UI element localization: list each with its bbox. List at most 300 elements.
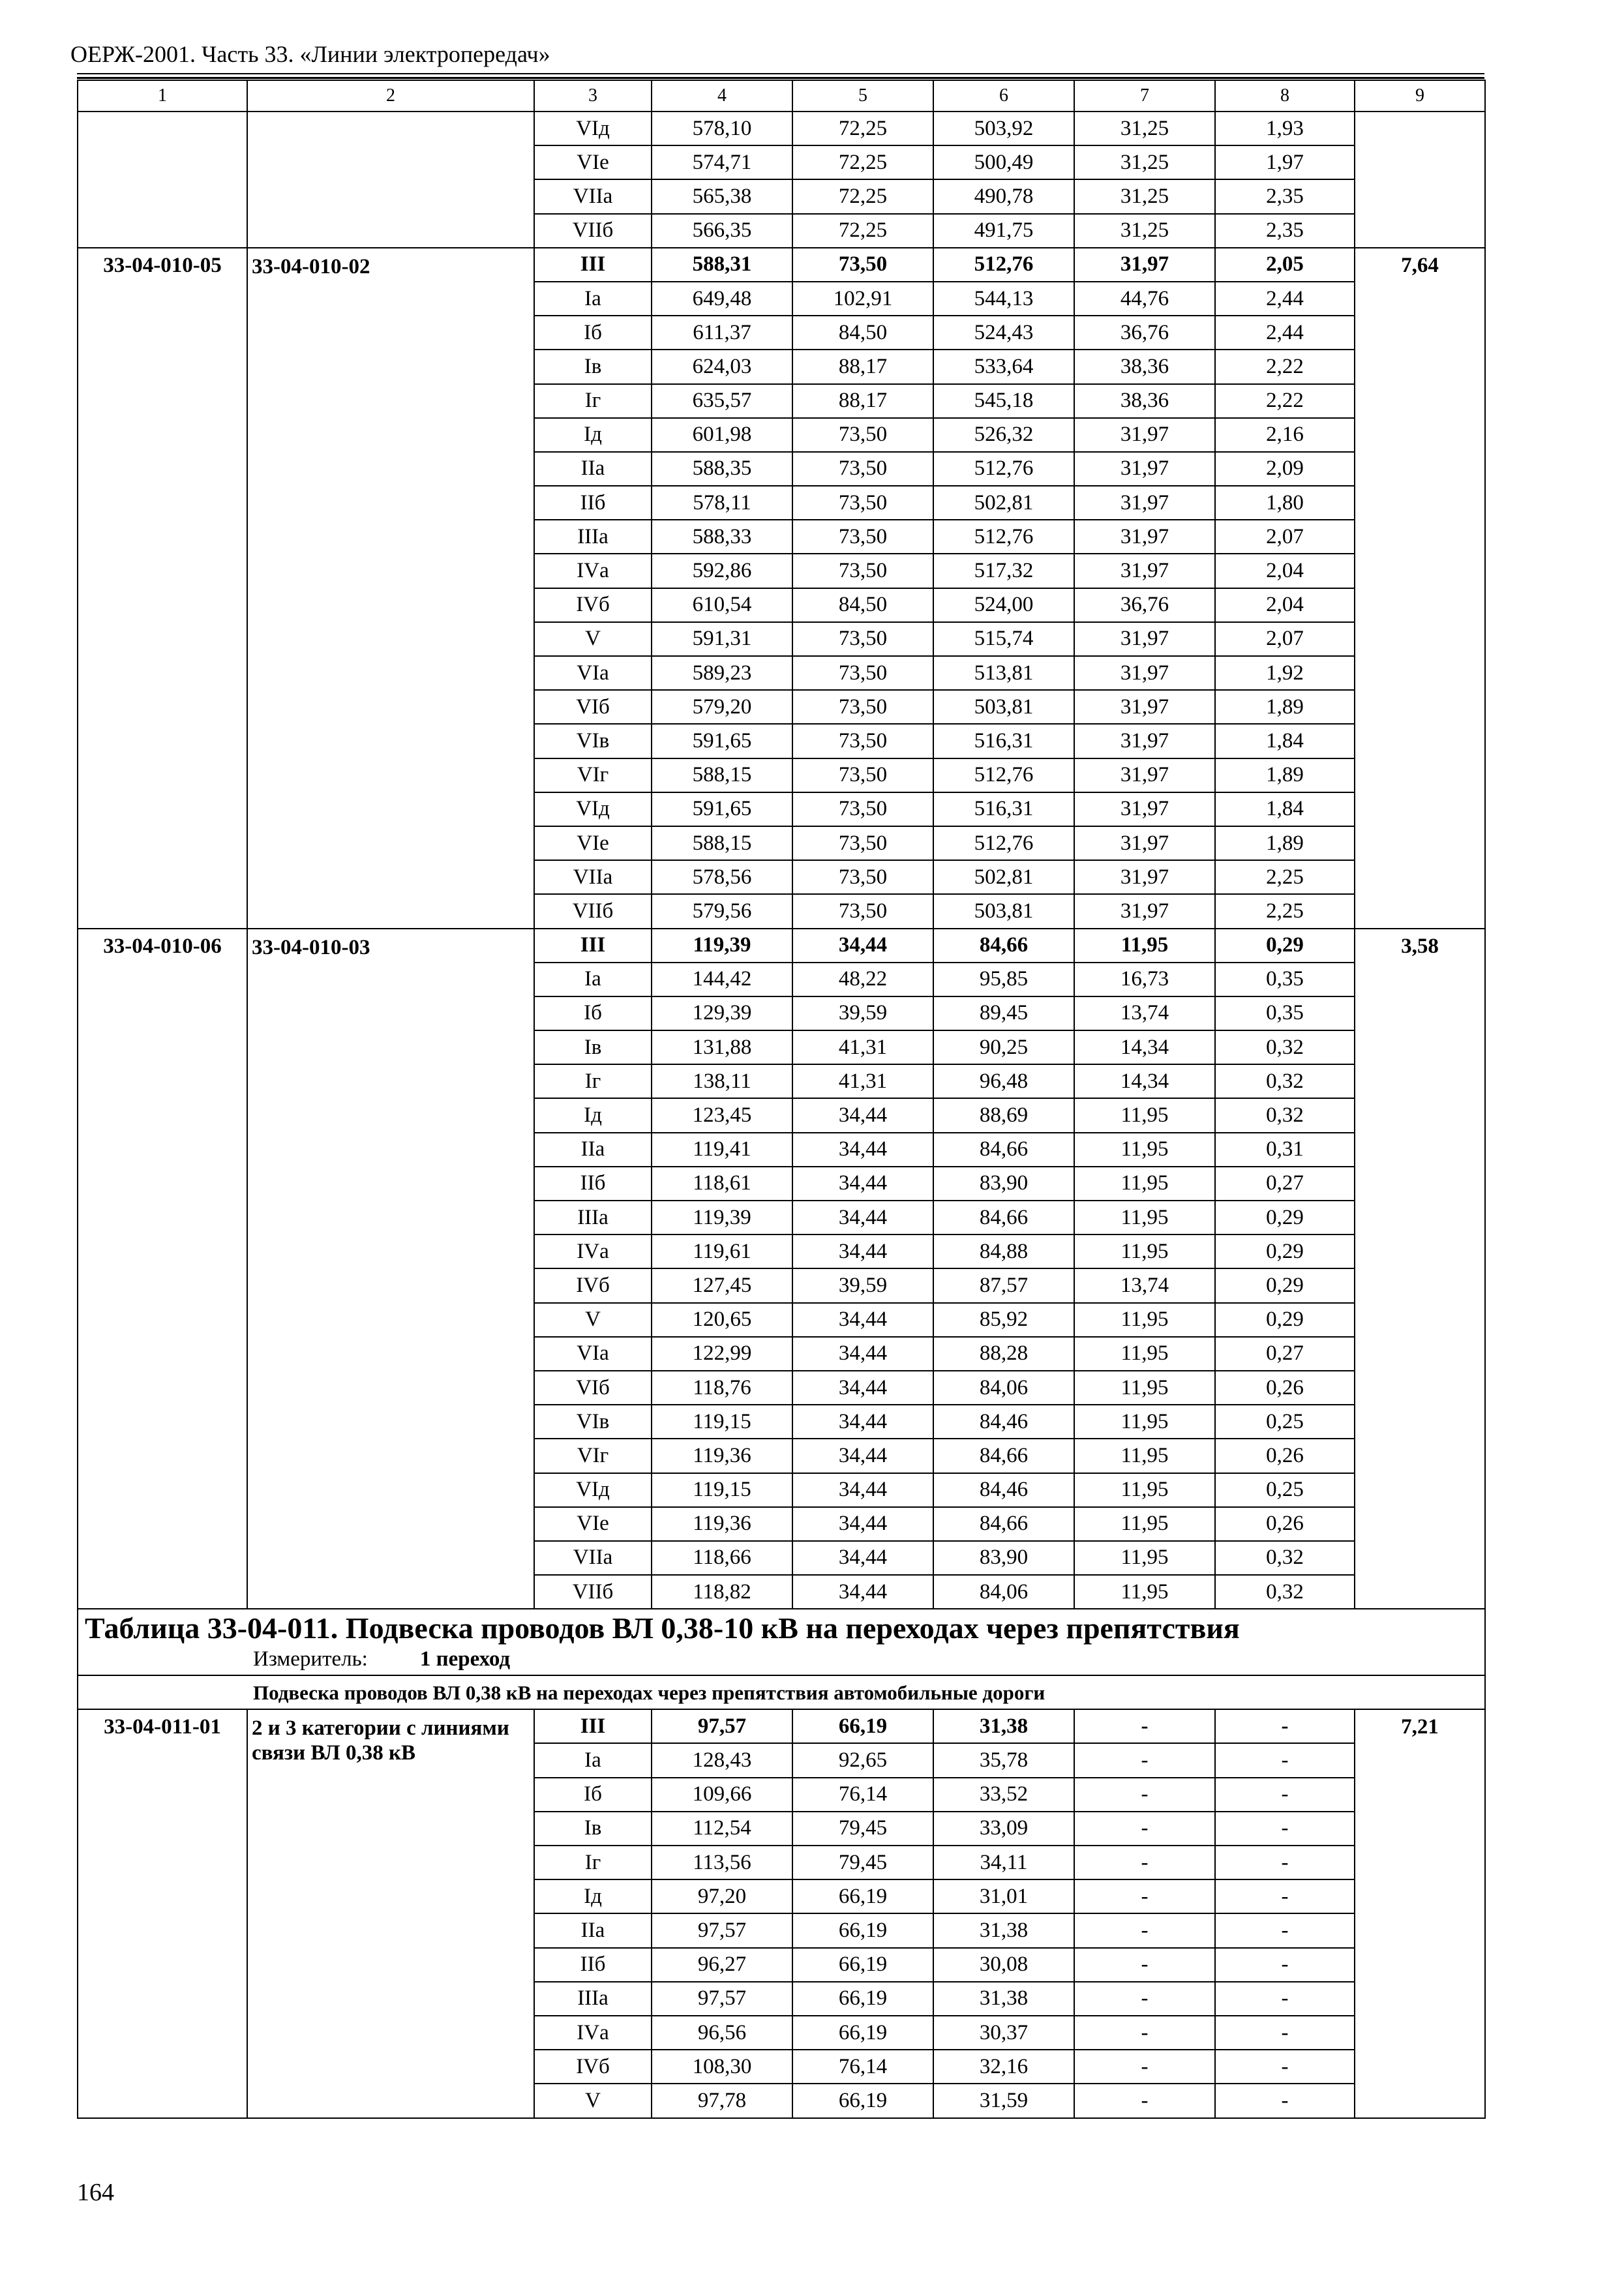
value-cell: 84,06 [933, 1575, 1074, 1609]
zone-cell: VIIб [534, 214, 652, 248]
zone-cell: VIIа [534, 860, 652, 894]
section-title: Таблица 33-04-011. Подвеска проводов ВЛ 0,38-10 кВ на переходах через препятствия [85, 1611, 1240, 1645]
value-cell: 73,50 [792, 486, 933, 520]
column-number: 1 [78, 80, 247, 112]
value-cell: 1,84 [1215, 792, 1355, 826]
value-cell: 503,81 [933, 690, 1074, 724]
column-number: 7 [1074, 80, 1215, 112]
value-cell: 88,17 [792, 384, 933, 418]
value-cell: 526,32 [933, 418, 1074, 452]
value-cell: 72,25 [792, 112, 933, 145]
value-cell: 118,61 [652, 1167, 792, 1201]
value-cell: 31,25 [1074, 145, 1215, 179]
value-cell: 591,31 [652, 622, 792, 656]
value-cell: 84,50 [792, 588, 933, 622]
value-cell: 127,45 [652, 1268, 792, 1302]
value-cell: 0,29 [1215, 929, 1355, 963]
value-cell: 84,66 [933, 1133, 1074, 1167]
value-cell: 2,25 [1215, 860, 1355, 894]
value-cell: 1,89 [1215, 826, 1355, 860]
value-cell: 512,76 [933, 758, 1074, 792]
column-number-row [78, 80, 1485, 112]
value-cell: 2,25 [1215, 894, 1355, 928]
value-cell: 39,59 [792, 996, 933, 1030]
value-cell: 31,97 [1074, 792, 1215, 826]
value-cell: - [1074, 1846, 1215, 1879]
zone-cell: VIIб [534, 1575, 652, 1609]
value-cell: 112,54 [652, 1812, 792, 1846]
value-cell: 97,78 [652, 2084, 792, 2117]
value-cell: 11,95 [1074, 1133, 1215, 1167]
total-value [1355, 112, 1485, 248]
value-cell: 119,36 [652, 1507, 792, 1541]
value-cell: 34,44 [792, 1575, 933, 1609]
zone-cell: IIа [534, 1133, 652, 1167]
value-cell: 31,97 [1074, 894, 1215, 928]
value-cell: 31,97 [1074, 656, 1215, 690]
value-cell: 11,95 [1074, 1473, 1215, 1507]
value-cell: 649,48 [652, 282, 792, 316]
value-cell: 38,36 [1074, 350, 1215, 383]
value-cell: 611,37 [652, 316, 792, 350]
zone-cell: VIб [534, 690, 652, 724]
value-cell: 491,75 [933, 214, 1074, 248]
value-cell: 84,66 [933, 1507, 1074, 1541]
value-cell: 76,14 [792, 1778, 933, 1812]
subsection-title: Подвеска проводов ВЛ 0,38 кВ на переходах через препятствия автомобильные дороги [78, 1675, 1485, 1709]
value-cell: 123,45 [652, 1098, 792, 1132]
rates-table [77, 80, 1486, 2119]
value-cell: 31,97 [1074, 826, 1215, 860]
column-number: 3 [534, 80, 652, 112]
value-cell: 1,89 [1215, 690, 1355, 724]
value-cell: 118,82 [652, 1575, 792, 1609]
zone-cell: Iд [534, 418, 652, 452]
value-cell: 11,95 [1074, 1234, 1215, 1268]
value-cell: 11,95 [1074, 1575, 1215, 1609]
total-value: 7,21 [1355, 1709, 1485, 2117]
value-cell: 66,19 [792, 2084, 933, 2117]
zone-cell: IVа [534, 1234, 652, 1268]
value-cell: 122,99 [652, 1337, 792, 1371]
value-cell: 0,27 [1215, 1337, 1355, 1371]
value-cell: 34,44 [792, 1234, 933, 1268]
value-cell: 73,50 [792, 622, 933, 656]
value-cell: 85,92 [933, 1303, 1074, 1337]
value-cell: 84,46 [933, 1473, 1074, 1507]
value-cell: 0,35 [1215, 996, 1355, 1030]
value-cell: 31,38 [933, 1709, 1074, 1743]
value-cell: 578,11 [652, 486, 792, 520]
value-cell: 66,19 [792, 2016, 933, 2050]
value-cell: 119,15 [652, 1405, 792, 1439]
value-cell: 34,44 [792, 1371, 933, 1405]
value-cell: 34,44 [792, 1098, 933, 1132]
table-row [78, 1709, 1485, 1743]
value-cell: 2,04 [1215, 554, 1355, 588]
value-cell: 96,27 [652, 1948, 792, 1982]
value-cell: 513,81 [933, 656, 1074, 690]
value-cell: - [1215, 2084, 1355, 2117]
zone-cell: Iг [534, 384, 652, 418]
value-cell: 84,88 [933, 1234, 1074, 1268]
value-cell: 588,15 [652, 826, 792, 860]
value-cell: 574,71 [652, 145, 792, 179]
zone-cell: IIIа [534, 520, 652, 554]
value-cell: 31,97 [1074, 486, 1215, 520]
value-cell: 31,97 [1074, 622, 1215, 656]
zone-cell: VIд [534, 112, 652, 145]
value-cell: 73,50 [792, 860, 933, 894]
value-cell: 13,74 [1074, 996, 1215, 1030]
value-cell: 34,44 [792, 1167, 933, 1201]
zone-cell: IIа [534, 452, 652, 486]
value-cell: - [1074, 1743, 1215, 1777]
zone-cell: VIв [534, 724, 652, 758]
zone-cell: VIIа [534, 1541, 652, 1575]
value-cell: 34,44 [792, 929, 933, 963]
value-cell: 30,08 [933, 1948, 1074, 1982]
value-cell: - [1215, 1812, 1355, 1846]
value-cell: 31,97 [1074, 690, 1215, 724]
column-number: 9 [1355, 80, 1485, 112]
value-cell: 592,86 [652, 554, 792, 588]
value-cell: - [1215, 1879, 1355, 1913]
value-cell: 34,44 [792, 1133, 933, 1167]
value-cell: - [1074, 2084, 1215, 2117]
value-cell: 0,26 [1215, 1371, 1355, 1405]
value-cell: 31,59 [933, 2084, 1074, 2117]
value-cell: 566,35 [652, 214, 792, 248]
total-value: 3,58 [1355, 929, 1485, 1609]
zone-cell: IVб [534, 2050, 652, 2084]
value-cell: 31,97 [1074, 520, 1215, 554]
value-cell: 41,31 [792, 1030, 933, 1064]
value-cell: 578,10 [652, 112, 792, 145]
zone-cell: Iд [534, 1098, 652, 1132]
value-cell: 66,19 [792, 1879, 933, 1913]
value-cell: 34,44 [792, 1405, 933, 1439]
value-cell: 44,76 [1074, 282, 1215, 316]
zone-cell: IVб [534, 1268, 652, 1302]
value-cell: 0,31 [1215, 1133, 1355, 1167]
value-cell: - [1215, 2016, 1355, 2050]
value-cell: 610,54 [652, 588, 792, 622]
value-cell: 73,50 [792, 724, 933, 758]
value-cell: 48,22 [792, 963, 933, 996]
zone-cell: V [534, 1303, 652, 1337]
value-cell: 108,30 [652, 2050, 792, 2084]
value-cell: 2,05 [1215, 248, 1355, 282]
value-cell: 2,22 [1215, 350, 1355, 383]
value-cell: 83,90 [933, 1541, 1074, 1575]
value-cell: - [1074, 1709, 1215, 1743]
value-cell: 31,25 [1074, 214, 1215, 248]
value-cell: 88,28 [933, 1337, 1074, 1371]
zone-cell: VIг [534, 1439, 652, 1473]
value-cell: 102,91 [792, 282, 933, 316]
value-cell: 33,52 [933, 1778, 1074, 1812]
value-cell: 2,35 [1215, 179, 1355, 213]
value-cell: 2,07 [1215, 622, 1355, 656]
value-cell: 89,45 [933, 996, 1074, 1030]
value-cell: 96,48 [933, 1064, 1074, 1098]
value-cell: 84,66 [933, 929, 1074, 963]
value-cell: 96,56 [652, 2016, 792, 2050]
subsection-row [78, 1675, 1485, 1709]
running-header: ОЕРЖ-2001. Часть 33. «Линии электропередач» [70, 41, 550, 67]
section-row [78, 1609, 1485, 1675]
value-cell: - [1074, 1913, 1215, 1947]
value-cell: 73,50 [792, 656, 933, 690]
value-cell: 83,90 [933, 1167, 1074, 1201]
value-cell: 11,95 [1074, 1098, 1215, 1132]
value-cell: 512,76 [933, 826, 1074, 860]
value-cell: 2,16 [1215, 418, 1355, 452]
value-cell: - [1074, 2016, 1215, 2050]
zone-cell: VIIб [534, 894, 652, 928]
value-cell: 13,74 [1074, 1268, 1215, 1302]
zone-cell: V [534, 2084, 652, 2117]
value-cell: - [1215, 1913, 1355, 1947]
zone-cell: IVа [534, 554, 652, 588]
value-cell: 129,39 [652, 996, 792, 1030]
value-cell: 0,26 [1215, 1439, 1355, 1473]
value-cell: 579,20 [652, 690, 792, 724]
value-cell: 113,56 [652, 1846, 792, 1879]
value-cell: 72,25 [792, 214, 933, 248]
value-cell: 0,29 [1215, 1234, 1355, 1268]
value-cell: 579,56 [652, 894, 792, 928]
value-cell: 1,80 [1215, 486, 1355, 520]
value-cell: 2,04 [1215, 588, 1355, 622]
value-cell: 34,44 [792, 1439, 933, 1473]
value-cell: 34,44 [792, 1507, 933, 1541]
value-cell: 119,15 [652, 1473, 792, 1507]
value-cell: - [1215, 1982, 1355, 2016]
value-cell: 11,95 [1074, 1541, 1215, 1575]
value-cell: - [1074, 1982, 1215, 2016]
value-cell: 144,42 [652, 963, 792, 996]
value-cell: 73,50 [792, 894, 933, 928]
zone-cell: III [534, 1709, 652, 1743]
value-cell: - [1215, 1778, 1355, 1812]
value-cell: - [1074, 2050, 1215, 2084]
value-cell: 128,43 [652, 1743, 792, 1777]
value-cell: 97,57 [652, 1982, 792, 2016]
value-cell: 0,32 [1215, 1064, 1355, 1098]
zone-cell: VIе [534, 145, 652, 179]
value-cell: 66,19 [792, 1948, 933, 1982]
value-cell: 624,03 [652, 350, 792, 383]
zone-cell: V [534, 622, 652, 656]
zone-cell: VIе [534, 1507, 652, 1541]
value-cell: - [1074, 1778, 1215, 1812]
value-cell: 31,97 [1074, 418, 1215, 452]
value-cell: 66,19 [792, 1982, 933, 2016]
value-cell: 31,38 [933, 1913, 1074, 1947]
value-cell: 0,25 [1215, 1405, 1355, 1439]
value-cell: 31,97 [1074, 452, 1215, 486]
column-number: 2 [247, 80, 534, 112]
value-cell: 0,35 [1215, 963, 1355, 996]
value-cell: 14,34 [1074, 1030, 1215, 1064]
value-cell: 502,81 [933, 860, 1074, 894]
value-cell: 97,20 [652, 1879, 792, 1913]
value-cell: 34,44 [792, 1303, 933, 1337]
value-cell: 31,01 [933, 1879, 1074, 1913]
value-cell: 524,00 [933, 588, 1074, 622]
value-cell: 66,19 [792, 1709, 933, 1743]
value-cell: 34,44 [792, 1337, 933, 1371]
zone-cell: Iв [534, 1030, 652, 1064]
value-cell: 119,39 [652, 1201, 792, 1234]
zone-cell: Iб [534, 1778, 652, 1812]
value-cell: 516,31 [933, 792, 1074, 826]
value-cell: 1,92 [1215, 656, 1355, 690]
value-cell: - [1074, 1948, 1215, 1982]
value-cell: 2,07 [1215, 520, 1355, 554]
zone-cell: IIIа [534, 1982, 652, 2016]
zone-cell: VIа [534, 656, 652, 690]
value-cell: 0,26 [1215, 1507, 1355, 1541]
table-row [78, 112, 1485, 145]
column-number: 5 [792, 80, 933, 112]
measure-label: Измеритель: [253, 1647, 368, 1671]
value-cell: 0,32 [1215, 1030, 1355, 1064]
zone-cell: IVа [534, 2016, 652, 2050]
value-cell: 72,25 [792, 179, 933, 213]
value-cell: 79,45 [792, 1812, 933, 1846]
value-cell: 490,78 [933, 179, 1074, 213]
value-cell: 76,14 [792, 2050, 933, 2084]
resource-description: 33-04-010-03 [247, 929, 534, 1609]
value-cell: 119,36 [652, 1439, 792, 1473]
value-cell: - [1215, 2050, 1355, 2084]
column-number: 6 [933, 80, 1074, 112]
value-cell: 524,43 [933, 316, 1074, 350]
value-cell: 87,57 [933, 1268, 1074, 1302]
value-cell: 588,31 [652, 248, 792, 282]
zone-cell: IIб [534, 1167, 652, 1201]
value-cell: 2,09 [1215, 452, 1355, 486]
value-cell: 2,44 [1215, 282, 1355, 316]
value-cell: 11,95 [1074, 1439, 1215, 1473]
value-cell: 545,18 [933, 384, 1074, 418]
value-cell: 31,97 [1074, 724, 1215, 758]
value-cell: 31,25 [1074, 112, 1215, 145]
value-cell: 119,61 [652, 1234, 792, 1268]
value-cell: 503,92 [933, 112, 1074, 145]
value-cell: 41,31 [792, 1064, 933, 1098]
value-cell: 515,74 [933, 622, 1074, 656]
zone-cell: Iа [534, 963, 652, 996]
value-cell: 16,73 [1074, 963, 1215, 996]
value-cell: - [1215, 1948, 1355, 1982]
measure-line [253, 1649, 510, 1670]
value-cell: 588,33 [652, 520, 792, 554]
zone-cell: VIб [534, 1371, 652, 1405]
value-cell: 591,65 [652, 792, 792, 826]
value-cell: 73,50 [792, 826, 933, 860]
column-number: 4 [652, 80, 792, 112]
value-cell: 73,50 [792, 248, 933, 282]
rate-code: 33-04-010-06 [78, 929, 247, 1609]
value-cell: 591,65 [652, 724, 792, 758]
zone-cell: Iб [534, 316, 652, 350]
value-cell: 31,97 [1074, 554, 1215, 588]
value-cell: 73,50 [792, 520, 933, 554]
value-cell: 36,76 [1074, 316, 1215, 350]
value-cell: 79,45 [792, 1846, 933, 1879]
value-cell: 32,16 [933, 2050, 1074, 2084]
value-cell: 0,27 [1215, 1167, 1355, 1201]
value-cell: 120,65 [652, 1303, 792, 1337]
value-cell: 66,19 [792, 1913, 933, 1947]
value-cell: 34,44 [792, 1473, 933, 1507]
value-cell: - [1215, 1743, 1355, 1777]
rate-code: 33-04-011-01 [78, 1709, 247, 2117]
value-cell: 92,65 [792, 1743, 933, 1777]
zone-cell: VIв [534, 1405, 652, 1439]
value-cell: 31,97 [1074, 860, 1215, 894]
value-cell: 30,37 [933, 2016, 1074, 2050]
zone-cell: Iб [534, 996, 652, 1030]
value-cell: 1,89 [1215, 758, 1355, 792]
value-cell: 1,97 [1215, 145, 1355, 179]
value-cell: 635,57 [652, 384, 792, 418]
value-cell: 11,95 [1074, 1507, 1215, 1541]
value-cell: 119,41 [652, 1133, 792, 1167]
section-header [78, 1609, 1485, 1675]
value-cell: 84,06 [933, 1371, 1074, 1405]
column-number: 8 [1215, 80, 1355, 112]
zone-cell: VIе [534, 826, 652, 860]
value-cell: - [1074, 1879, 1215, 1913]
value-cell: 565,38 [652, 179, 792, 213]
value-cell: 11,95 [1074, 1303, 1215, 1337]
value-cell: 11,95 [1074, 1371, 1215, 1405]
value-cell: 0,29 [1215, 1303, 1355, 1337]
rate-code: 33-04-010-05 [78, 248, 247, 929]
value-cell: - [1215, 1846, 1355, 1879]
value-cell: 512,76 [933, 520, 1074, 554]
value-cell: 0,29 [1215, 1268, 1355, 1302]
resource-description: 33-04-010-02 [247, 248, 534, 929]
zone-cell: Iа [534, 1743, 652, 1777]
value-cell: 1,93 [1215, 112, 1355, 145]
page-number: 164 [77, 2179, 114, 2206]
table-row [78, 929, 1485, 963]
value-cell: 73,50 [792, 452, 933, 486]
value-cell: 131,88 [652, 1030, 792, 1064]
value-cell: 84,66 [933, 1201, 1074, 1234]
value-cell: 31,25 [1074, 179, 1215, 213]
value-cell: 0,32 [1215, 1575, 1355, 1609]
zone-cell: IIб [534, 1948, 652, 1982]
zone-cell: III [534, 929, 652, 963]
value-cell: 588,15 [652, 758, 792, 792]
value-cell: 90,25 [933, 1030, 1074, 1064]
value-cell: 73,50 [792, 792, 933, 826]
zone-cell: VIIа [534, 179, 652, 213]
zone-cell: Iг [534, 1064, 652, 1098]
value-cell: 33,09 [933, 1812, 1074, 1846]
value-cell: 119,39 [652, 929, 792, 963]
value-cell: 73,50 [792, 554, 933, 588]
value-cell: 11,95 [1074, 1167, 1215, 1201]
value-cell: 544,13 [933, 282, 1074, 316]
